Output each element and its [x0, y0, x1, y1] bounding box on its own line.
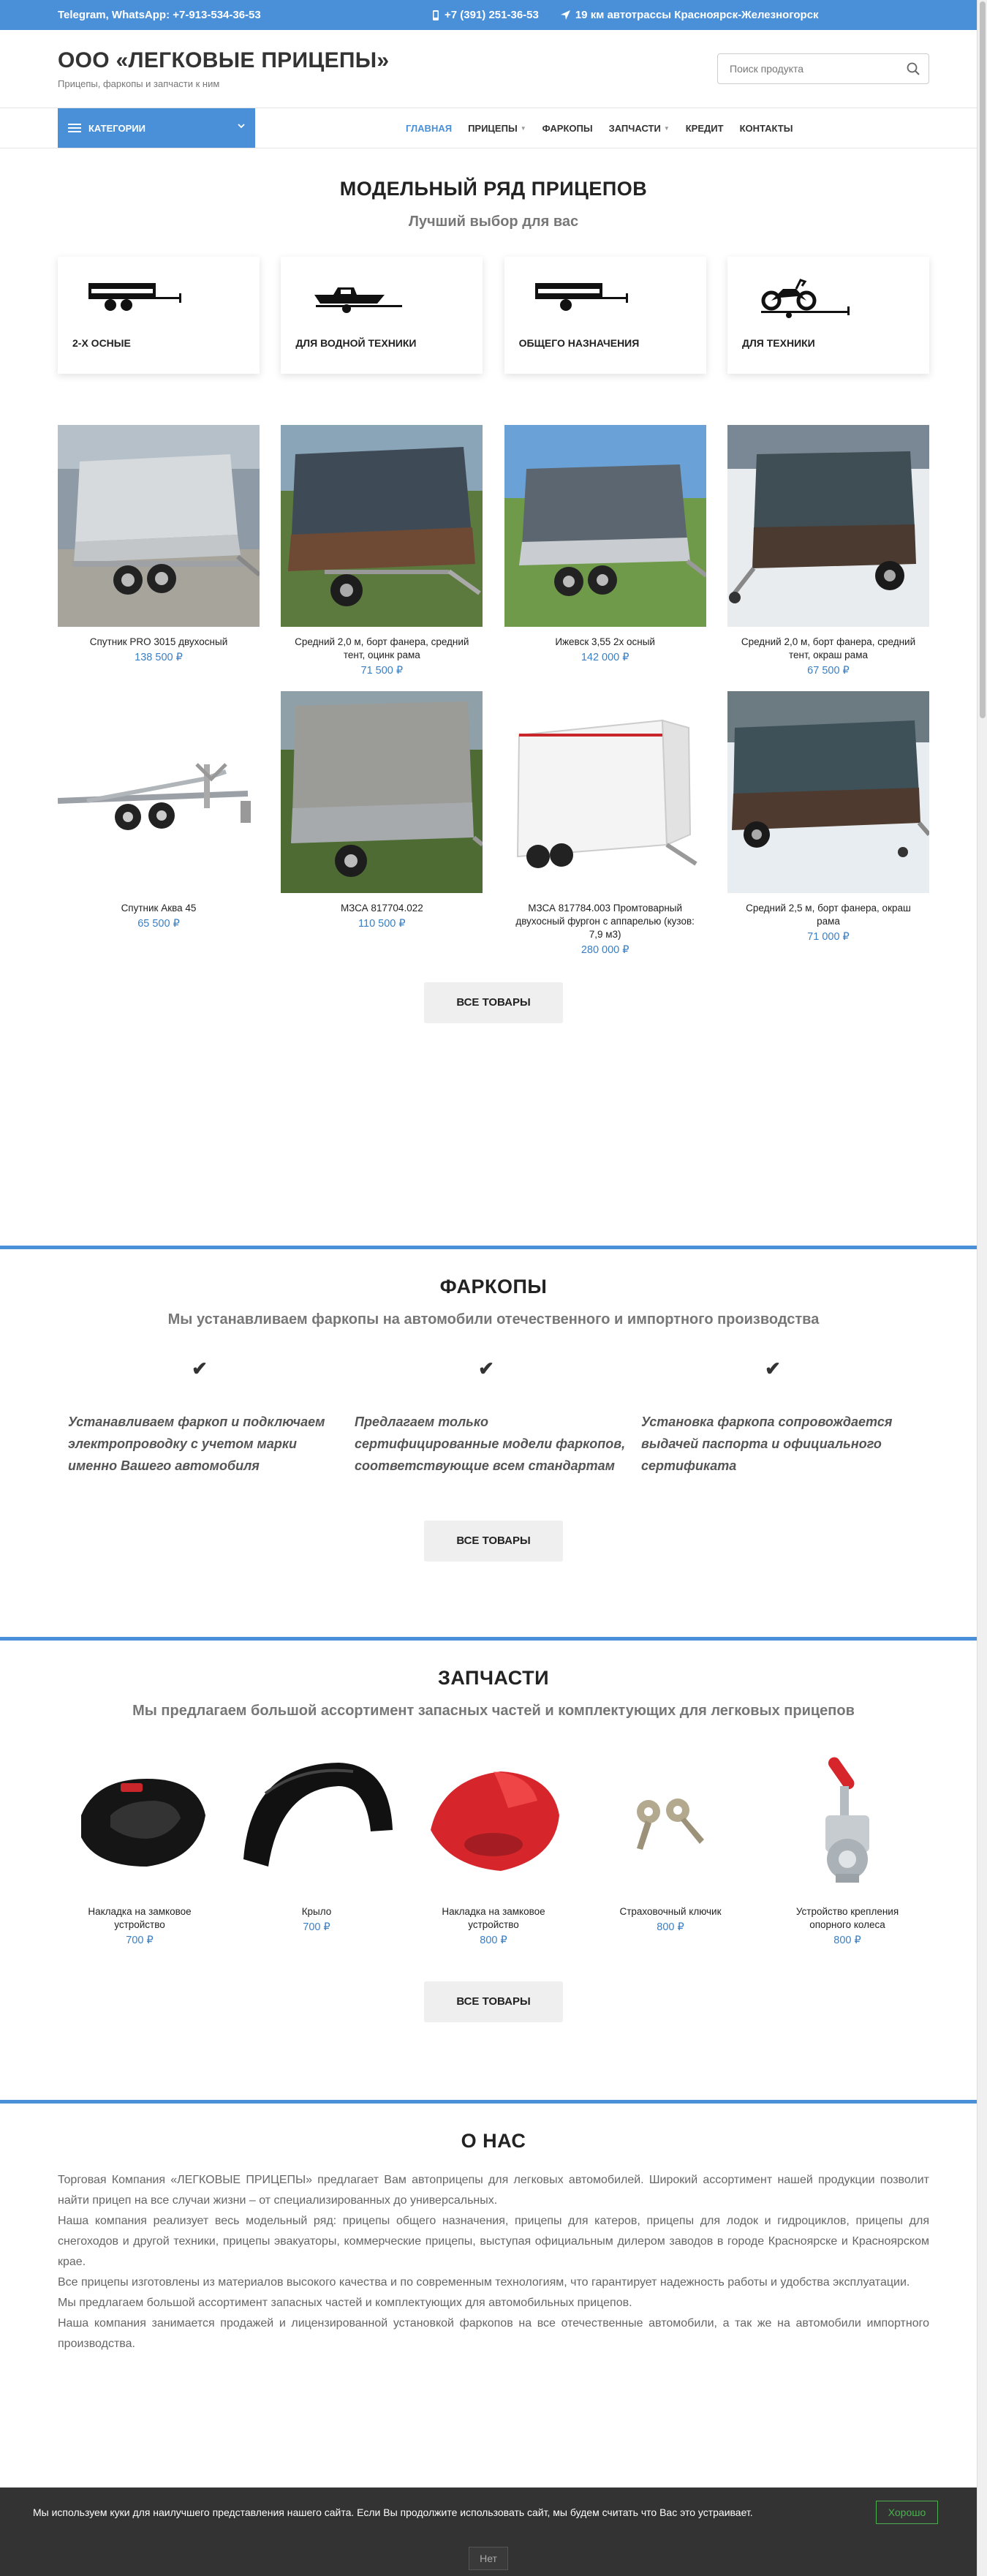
- product-name[interactable]: Средний 2,0 м, борт фанера, средний тент, окраш рама: [741, 636, 916, 660]
- product-name[interactable]: Средний 2,5 м, борт фанера, окраш рама: [746, 903, 911, 927]
- feature-text: Предлагаем только сертифицированные модели фаркопов, соответствующие всем стандартам: [355, 1415, 626, 1473]
- main-nav: [0, 108, 987, 148]
- category-label: ДЛЯ ВОДНОЙ ТЕХНИКИ: [295, 337, 417, 349]
- product-card[interactable]: [504, 425, 706, 677]
- nav-item-trailers[interactable]: ПРИЦЕПЫ ▼: [468, 122, 526, 134]
- section-subtitle: Лучший выбор для вас: [408, 214, 579, 230]
- product-price: 67 500 ₽: [807, 665, 850, 677]
- category-label: ОБЩЕГО НАЗНАЧЕНИЯ: [518, 337, 640, 349]
- product-card[interactable]: [727, 691, 929, 956]
- product-image[interactable]: [727, 691, 929, 893]
- category-card-general[interactable]: [504, 257, 706, 374]
- product-name[interactable]: Средний 2,0 м, борт фанера, средний тент, оцинк рама: [295, 636, 469, 660]
- product-card[interactable]: [727, 425, 929, 677]
- part-image[interactable]: [59, 1746, 220, 1899]
- part-card[interactable]: [767, 1746, 928, 1946]
- categories-button[interactable]: [58, 108, 255, 148]
- all-parts-button[interactable]: ВСЕ ТОВАРЫ: [424, 1981, 563, 2022]
- about-text: [58, 2170, 929, 2354]
- cookie-banner: [0, 2488, 977, 2576]
- all-towbars-button[interactable]: ВСЕ ТОВАРЫ: [424, 1521, 563, 1562]
- product-card[interactable]: [58, 425, 260, 677]
- product-price: 65 500 ₽: [137, 918, 180, 930]
- product-price: 280 000 ₽: [581, 944, 629, 956]
- search-placeholder: Поиск продукта: [730, 63, 804, 75]
- feature-text: Установка фаркопа сопровождается выдачей паспорта и официального сертификата: [641, 1415, 893, 1473]
- part-image[interactable]: [413, 1746, 574, 1899]
- product-price: 71 000 ₽: [807, 931, 850, 943]
- product-image[interactable]: [58, 425, 260, 627]
- parts-section: [0, 1641, 987, 2100]
- nav-item-parts[interactable]: ЗАПЧАСТИ ▼: [608, 122, 670, 134]
- section-title: ФАРКОПЫ: [439, 1276, 548, 1298]
- about-section: [0, 2104, 987, 2447]
- address-text: 19 км автотрассы Красноярск-Железногорск: [575, 9, 819, 21]
- categories-label: КАТЕГОРИИ: [88, 122, 145, 134]
- product-name[interactable]: Ижевск 3,55 2х осный: [555, 636, 655, 647]
- product-card[interactable]: [58, 691, 260, 956]
- category-label: ДЛЯ ТЕХНИКИ: [741, 337, 815, 349]
- cookie-accept-button[interactable]: Хорошо: [876, 2501, 938, 2524]
- header: [0, 30, 987, 108]
- product-price: 138 500 ₽: [135, 652, 183, 663]
- chevron-down-icon: ▼: [520, 124, 526, 132]
- feature-item: [68, 1357, 346, 1477]
- section-title: ЗАПЧАСТИ: [438, 1667, 549, 1689]
- check-icon: ✔: [478, 1357, 494, 1379]
- product-image[interactable]: [58, 691, 260, 893]
- trailer-double-axle-icon: [88, 277, 182, 314]
- nav-item-contacts[interactable]: КОНТАКТЫ: [739, 122, 793, 134]
- part-card[interactable]: [59, 1746, 220, 1946]
- about-paragraph: Наша компания занимается продажей и лицензированной установкой фаркопов на все отечественные автомобили, а так же на автомобили импортного производства.: [58, 2317, 929, 2350]
- phone-contact[interactable]: [432, 9, 539, 21]
- category-card-double-axle[interactable]: [58, 257, 260, 374]
- product-name[interactable]: Спутник PRO 3015 двухосный: [89, 636, 228, 647]
- trailer-general-icon: [535, 277, 629, 314]
- product-card[interactable]: [281, 691, 483, 956]
- part-price: 700 ₽: [126, 1935, 154, 1946]
- feature-text: Устанавливаем фаркоп и подключаем электропроводку с учетом марки именно Вашего автомобиля: [68, 1415, 325, 1473]
- scrollbar-thumb[interactable]: [980, 1, 986, 718]
- category-card-vehicles[interactable]: [727, 257, 929, 374]
- part-card[interactable]: [590, 1746, 751, 1946]
- part-name[interactable]: Накладка на замковое устройство: [88, 1906, 192, 1930]
- part-image[interactable]: [767, 1746, 928, 1899]
- part-card[interactable]: [413, 1746, 574, 1946]
- about-paragraph: Торговая Компания «ЛЕГКОВЫЕ ПРИЦЕПЫ» предлагает Вам автоприцепы для легковых автомобилей. Широкий ассортимент нашей продукции позволит найти прицеп на все случаи жизни – от специализированных до универсальных.: [58, 2174, 929, 2207]
- cookie-message: Мы используем куки для наилучшего представления нашего сайта. Если Вы продолжите использовать сайт, мы будем считать что Вас это устраивает.: [33, 2507, 753, 2518]
- check-icon: ✔: [192, 1357, 208, 1379]
- product-name[interactable]: МЗСА 817704.022: [340, 903, 423, 914]
- top-bar: [0, 0, 987, 30]
- product-image[interactable]: [504, 425, 706, 627]
- nav-menu: [406, 123, 809, 134]
- part-name[interactable]: Накладка на замковое устройство: [442, 1906, 545, 1930]
- category-label: 2-Х ОСНЫЕ: [72, 337, 131, 349]
- nav-item-home[interactable]: ГЛАВНАЯ: [406, 122, 453, 134]
- search-input[interactable]: [717, 53, 929, 84]
- part-image[interactable]: [236, 1746, 397, 1899]
- part-image[interactable]: [590, 1746, 751, 1899]
- phone-icon: [432, 10, 439, 20]
- product-name[interactable]: МЗСА 817784.003 Промтоварный двухосный фургон с аппарелью (кузов: 7,9 м3): [515, 903, 695, 940]
- hamburger-icon: [68, 121, 81, 135]
- product-price: 71 500 ₽: [360, 665, 404, 677]
- product-card[interactable]: [504, 691, 706, 956]
- product-price: 110 500 ₽: [358, 918, 406, 930]
- product-card[interactable]: [281, 425, 483, 677]
- feature-item: [641, 1357, 919, 1477]
- chevron-down-icon: ▼: [663, 124, 670, 132]
- section-subtitle: Мы устанавливаем фаркопы на автомобили отечественного и импортного производства: [167, 1311, 820, 1327]
- page-scrollbar[interactable]: [977, 0, 987, 2576]
- all-trailers-button[interactable]: ВСЕ ТОВАРЫ: [424, 982, 563, 1023]
- about-paragraph: Все прицепы изготовлены из материалов высокого качества и по современным технологиям, что гарантирует надежность работы и удобства эксплуатации.: [58, 2276, 910, 2289]
- logo[interactable]: [58, 48, 389, 89]
- product-image[interactable]: [727, 425, 929, 627]
- product-price: 142 000 ₽: [581, 652, 629, 663]
- product-image[interactable]: [504, 691, 706, 893]
- products-grid: [58, 425, 929, 971]
- search-icon[interactable]: [907, 62, 920, 75]
- chevron-down-icon: [238, 122, 245, 129]
- about-paragraph: Наша компания реализует весь модельный ряд: прицепы общего назначения, прицепы для катеров, прицепы для лодок и гидроциклов, прицепы для снегоходов и другой техники, прицепы эвакуаторы, коммерческие прицепы, выступая официальным дилером заводов в городе Красноярске и Красноярском крае.: [58, 2215, 929, 2268]
- part-name[interactable]: Страховочный ключик: [619, 1906, 722, 1917]
- part-price: 800 ₽: [833, 1935, 861, 1946]
- product-image[interactable]: [281, 691, 483, 893]
- part-price: 700 ₽: [303, 1921, 330, 1933]
- trailers-section: [0, 148, 987, 1246]
- check-icon: ✔: [765, 1357, 781, 1379]
- part-name[interactable]: Устройство крепления опорного колеса: [795, 1906, 899, 1930]
- motorcycle-trailer-icon: [758, 277, 852, 318]
- nav-item-towbars[interactable]: ФАРКОПЫ: [542, 122, 593, 134]
- about-paragraph: Мы предлагаем большой ассортимент запасных частей и комплектующих для автомобильных прицепов.: [58, 2297, 632, 2309]
- location-arrow-icon: [561, 10, 570, 20]
- part-name[interactable]: Крыло: [301, 1906, 332, 1917]
- towbars-section: [0, 1249, 987, 1637]
- phone-number: +7 (391) 251-36-53: [445, 9, 539, 21]
- nav-item-credit[interactable]: КРЕДИТ: [685, 122, 724, 134]
- section-subtitle: Мы предлагаем большой ассортимент запасных частей и комплектующих для легковых прицепов: [132, 1703, 855, 1719]
- telegram-contact[interactable]: Telegram, WhatsApp: +7-913-534-36-53: [58, 9, 261, 21]
- section-title: МОДЕЛЬНЫЙ РЯД ПРИЦЕПОВ: [339, 178, 648, 200]
- section-title: О НАС: [461, 2130, 526, 2152]
- part-price: 800 ₽: [657, 1921, 684, 1933]
- product-image[interactable]: [281, 425, 483, 627]
- site-subtitle: Прицепы, фаркопы и запчасти к ним: [58, 78, 220, 89]
- part-price: 800 ₽: [480, 1935, 507, 1946]
- cookie-decline-button[interactable]: Нет: [469, 2547, 508, 2570]
- site-title: ООО «ЛЕГКОВЫЕ ПРИЦЕПЫ»: [58, 48, 390, 72]
- address-contact: [561, 9, 819, 21]
- part-card[interactable]: [236, 1746, 397, 1946]
- category-card-boat[interactable]: [281, 257, 483, 374]
- product-name[interactable]: Спутник Аква 45: [121, 903, 197, 914]
- feature-item: [355, 1357, 632, 1477]
- boat-trailer-icon: [311, 277, 405, 314]
